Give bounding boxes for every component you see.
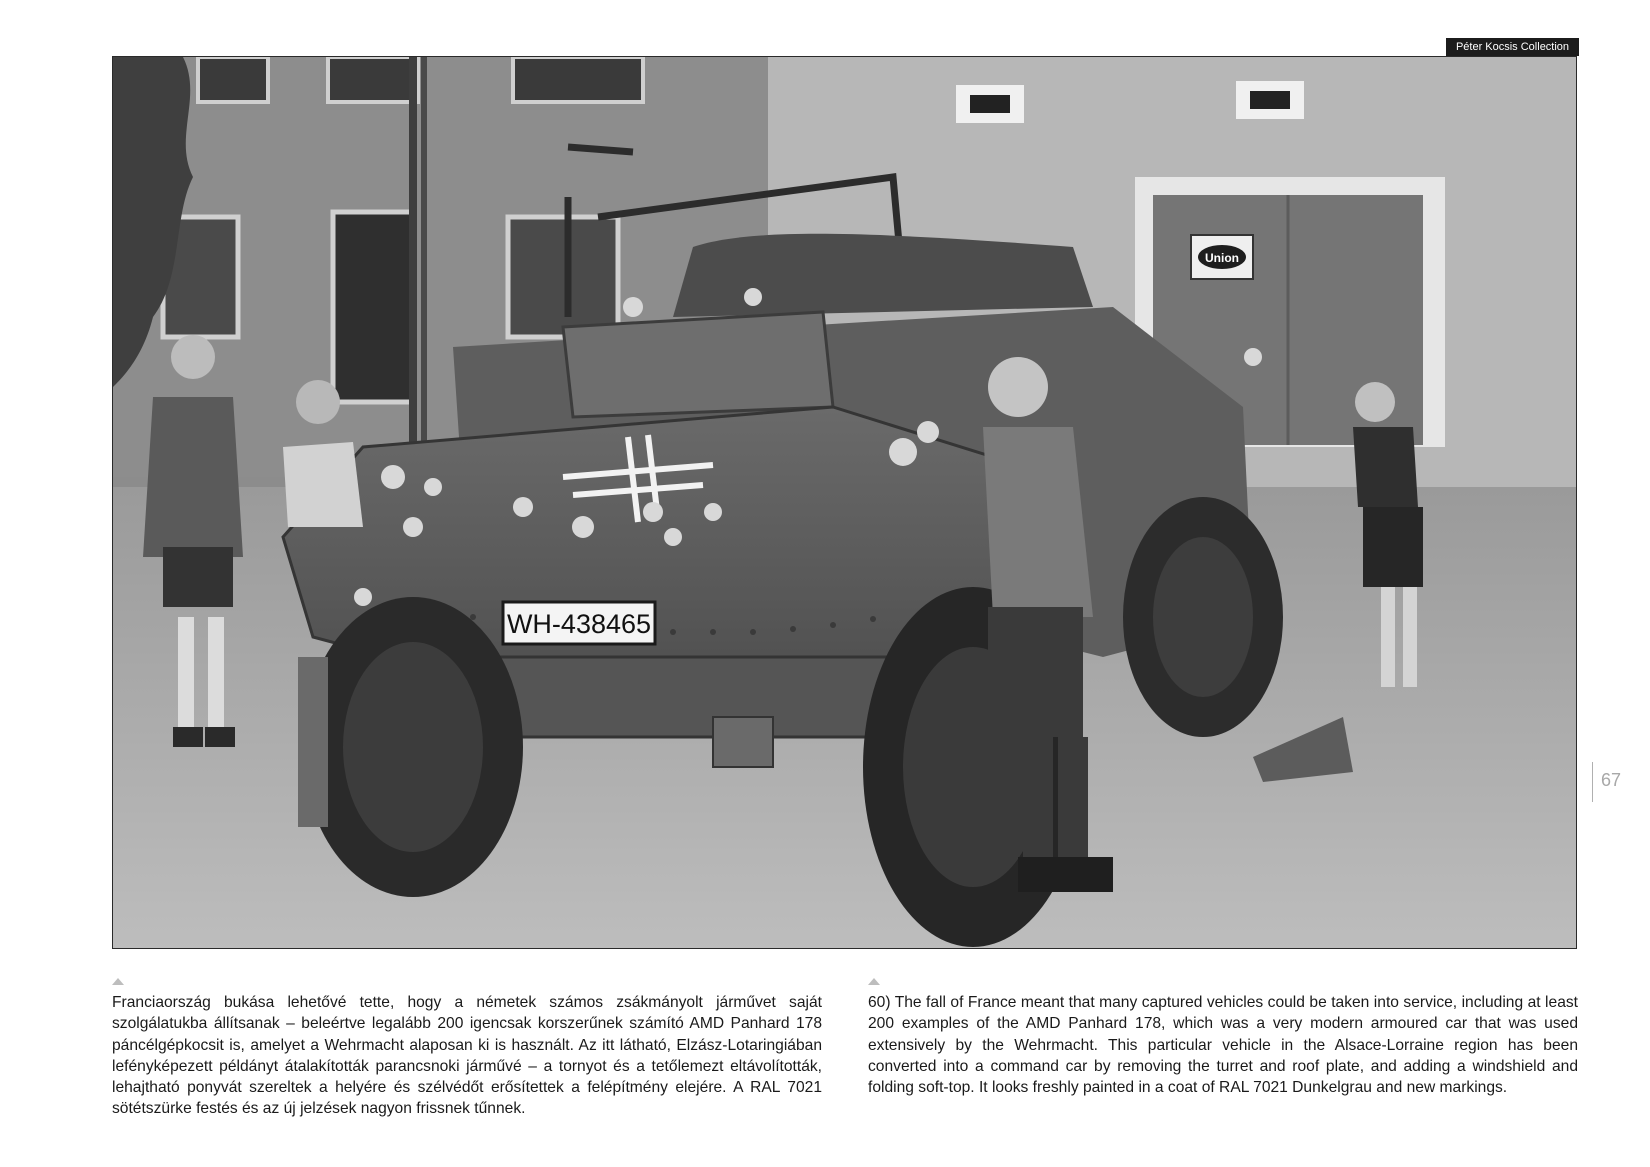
photograph-armoured-car [112,56,1577,949]
window [328,57,418,102]
pole [421,57,427,457]
window [508,217,618,337]
license-plate-text: WH-438465 [506,609,652,639]
vent-window-inner [970,95,1010,113]
wheel-front-left [303,597,523,897]
wheel-rear-right [1123,497,1283,737]
pole [409,57,417,477]
window [198,57,268,102]
caption-english: 60) The fall of France meant that many captured vehicles could be taken into service, including at least 200 examples of the AMD Panhard 178, which was a very modern armoured car that was used extensively by the Wehrmacht. This particular vehicle in the Alsace-Lorraine region has been converted into a command car by removing the turret and roof plate, and adding a windshield and folding soft-top. It looks freshly painted in a coat of RAL 7021 Dunkelgrau and new markings. [868,994,1578,1097]
caption-pointer-icon [112,978,124,985]
page-number: 67 [1601,770,1622,790]
photo-credit: Péter Kocsis Collection [1446,38,1579,56]
page-number-rule [1592,762,1593,802]
caption-hungarian: Franciaország bukása lehetővé tette, hogy a németek számos zsákmányolt járművet saját szolgálatukba állítsanak – beleértve legalább 200 igencsak korszerűnek számító AMD Panhard 178 páncélgépkocsit is, amelyet a Wehrmacht alaposan ki is használt. Az itt látható, Elzász-Lotaringiában lefényképezett példányt átalakították parancsnoki járművé – a tornyot és a tetőlemezt eltávolították, lehajtható ponyvát szereltek a helyére és szélvédőt erősítettek a felépítmény elejére. A RAL 7021 sötétszürke festés és az új jelzések nagyon frissnek tűnnek. [112,994,822,1118]
window [513,57,643,102]
caption-pointer-icon [868,978,880,985]
sign-text: Union [1205,251,1239,265]
vent-window-inner [1250,91,1290,109]
doorway [333,212,413,402]
